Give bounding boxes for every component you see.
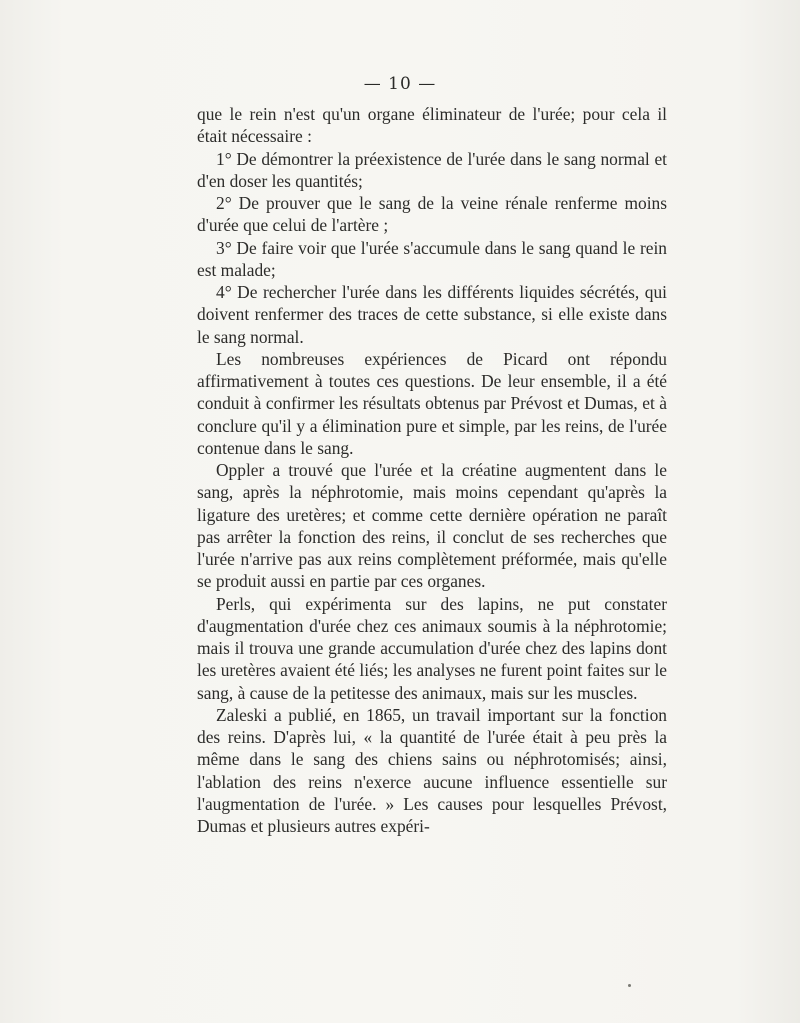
paragraph-7: Oppler a trouvé que l'urée et la créatine augmentent dans le sang, après la néphrotomie, mais moins cependant qu'après la ligature des uretères; et comme cette dernière opération ne paraît pas arrêter la fonction des reins, il conclut de ses recherches que l'urée n'arrive pas aux reins complètement préformée, mais qu'elle se produit aussi en partie par ces organes.: [197, 460, 667, 592]
paragraph-8: Perls, qui expérimenta sur des lapins, ne put constater d'augmentation d'urée chez ces animaux soumis à la néphrotomie; mais il trouva une grande accumulation d'urée chez des lapins dont les uretères avaient été liés; les analyses ne furent point faites sur le sang, à cause de la petitesse des animaux, mais sur les muscles.: [197, 593, 667, 703]
paragraph-1: que le rein n'est qu'un organe éliminateur de l'urée; pour cela il était nécessaire :: [197, 104, 667, 147]
paragraph-9: Zaleski a publié, en 1865, un travail important sur la fonction des reins. D'après lui, « la quantité de l'urée était à peu près la même dans le sang des chiens sains ou néphrotomisés; ainsi, l'ablation des reins n'exerce aucune influence essentielle sur l'augmentation de l'urée. » Les causes pour lesquelles Prévost, Dumas et plusieurs autres expéri-: [197, 704, 667, 836]
ink-speck: [628, 984, 631, 987]
paragraph-5: 4° De rechercher l'urée dans les différents liquides sécrétés, qui doivent renfermer des traces de cette substance, si elle existe dans le sang normal.: [197, 282, 667, 347]
paragraph-3: 2° De prouver que le sang de la veine rénale renferme moins d'urée que celui de l'artère ;: [197, 193, 667, 236]
page-number: — 10 —: [363, 74, 437, 94]
paragraph-4: 3° De faire voir que l'urée s'accumule dans le sang quand le rein est malade;: [197, 237, 667, 280]
body-text: [197, 103, 667, 837]
paragraph-2: 1° De démontrer la préexistence de l'urée dans le sang normal et d'en doser les quantités;: [197, 148, 667, 191]
paragraph-6: Les nombreuses expériences de Picard ont répondu affirmativement à toutes ces questions. De leur ensemble, il a été conduit à confirmer les résultats obtenus par Prévost et Dumas, et à conclure qu'il y a élimination pure et simple, par les reins, de l'urée contenue dans le sang.: [197, 348, 667, 458]
